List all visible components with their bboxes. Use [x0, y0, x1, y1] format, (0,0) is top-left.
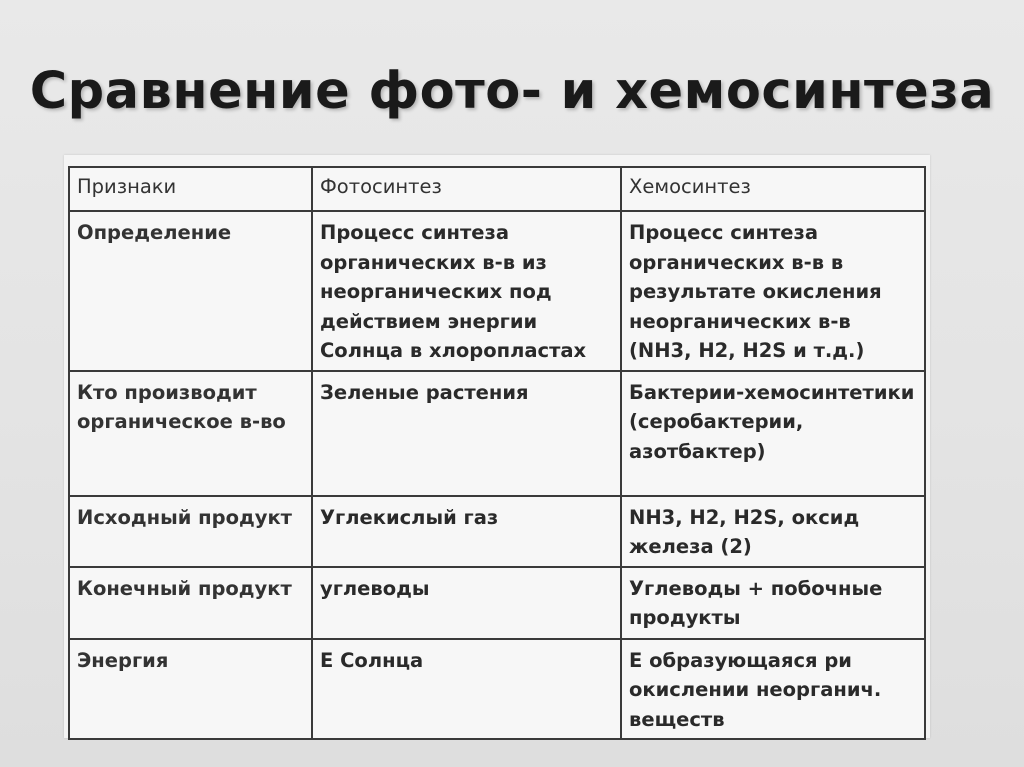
table-frame: [64, 155, 930, 738]
chemosynthesis-cell: Бактерии-хемосинтетики (серобактерии, азотбактер): [621, 371, 925, 496]
photosynthesis-cell: Процесс синтеза органических в-в из неорганических под действием энергии Солнца в хлоропластах: [312, 211, 621, 371]
table-row: [69, 567, 925, 639]
row-label: Исходный продукт: [69, 496, 312, 567]
chemosynthesis-cell: Процесс синтеза органических в-в в результате окисления неорганических в-в (NH3, H2, H2S и т.д.): [621, 211, 925, 371]
table-header-row: [69, 167, 925, 211]
slide-title: Сравнение фото- и хемосинтеза: [29, 62, 995, 121]
photosynthesis-cell: Углекислый газ: [312, 496, 621, 567]
table-row: [69, 496, 925, 567]
header-cell-photosynthesis: Фотосинтез: [312, 167, 621, 211]
chemosynthesis-cell: NH3, H2, H2S, оксид железа (2): [621, 496, 925, 567]
photosynthesis-cell: углеводы: [312, 567, 621, 639]
table-row: [69, 371, 925, 496]
row-label: Конечный продукт: [69, 567, 312, 639]
photosynthesis-cell: Зеленые растения: [312, 371, 621, 496]
row-label: Энергия: [69, 639, 312, 740]
row-label: Кто производит органическое в-во: [69, 371, 312, 496]
header-cell-features: Признаки: [69, 167, 312, 211]
chemosynthesis-cell: Е образующаяся ри окислении неорганич. веществ: [621, 639, 925, 740]
comparison-table: [68, 166, 926, 740]
chemosynthesis-cell: Углеводы + побочные продукты: [621, 567, 925, 639]
table-row: [69, 211, 925, 371]
photosynthesis-cell: Е Солнца: [312, 639, 621, 740]
header-cell-chemosynthesis: Хемосинтез: [621, 167, 925, 211]
row-label: Определение: [69, 211, 312, 371]
table-row: [69, 639, 925, 740]
